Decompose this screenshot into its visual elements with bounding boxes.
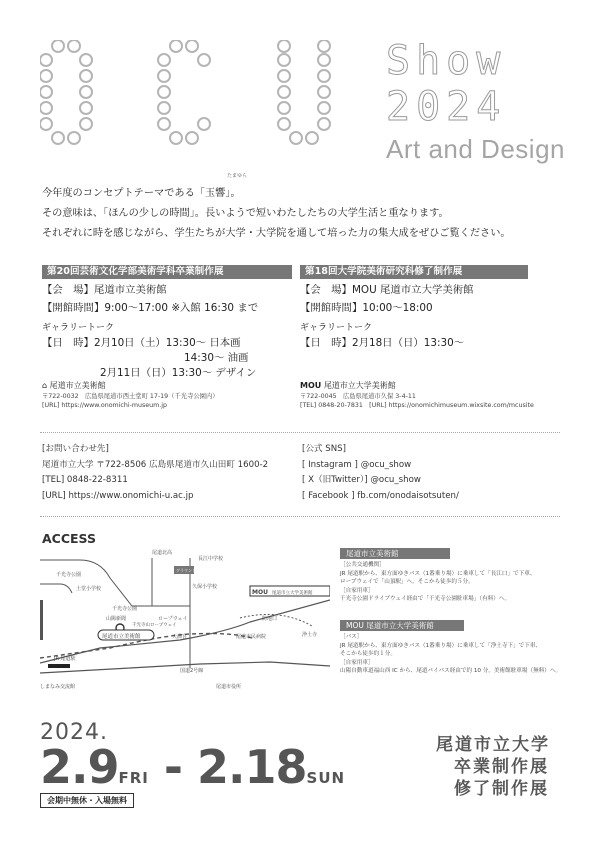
letter-o bbox=[40, 40, 92, 144]
map-label: JR 尾道駅 bbox=[54, 656, 76, 662]
map-label: 千光寺公園 bbox=[112, 606, 138, 612]
sns-label: [公式 SNS] bbox=[302, 444, 346, 454]
right-title-1: 尾道市立大学 bbox=[436, 735, 550, 755]
map-label: 尾道市民病院 bbox=[236, 634, 267, 640]
sns-instagram[interactable]: [ Instagram ] @ocu_show bbox=[302, 459, 412, 470]
map-label: 尾道北高 bbox=[152, 550, 173, 556]
access-museum2-header: MOU 尾道市立大学美術館 bbox=[340, 620, 464, 631]
divider bbox=[40, 516, 560, 517]
access-line: そこから徒歩約１分。 bbox=[340, 651, 396, 657]
access-line: 山陽自動車道福山西 IC から、尾道バイパス経由で約 10 分。美術館駐車場（無料）へ。 bbox=[340, 668, 562, 674]
logo-year: 2024 bbox=[386, 84, 507, 130]
access-line: ［自家用車］ bbox=[340, 659, 374, 666]
intro-line-1: 今年度のコンセプトテーマである「玉響」。 bbox=[42, 188, 241, 199]
date-range bbox=[40, 740, 345, 794]
map-main-road bbox=[40, 600, 330, 663]
museum-logo-icon: ⌂ bbox=[42, 381, 48, 390]
date-start: 2.9 bbox=[40, 740, 119, 794]
access-museum1-text bbox=[340, 561, 535, 604]
left-talk-2: 14:30〜 油画 bbox=[184, 352, 249, 364]
logo-subtitle: Art and Design bbox=[386, 134, 565, 164]
map-label: 長江中学校 bbox=[198, 556, 224, 562]
map-label: 尾道市立美術館 bbox=[102, 634, 141, 640]
map-label: しまなみ交流館 bbox=[40, 684, 76, 690]
map-label: ロープウェイ bbox=[158, 616, 188, 622]
map-label: 土堂小学校 bbox=[76, 586, 102, 592]
sns-x[interactable]: [ X（旧Twitter）] @ocu_show bbox=[302, 475, 421, 485]
contact-address: 尾道市立大学 〒722-8506 広島県尾道市久山田町 1600-2 bbox=[42, 459, 269, 470]
date-end-dow: SUN bbox=[306, 769, 346, 787]
date-year: 2024. bbox=[40, 720, 108, 745]
left-address: 〒722-0032 広島県尾道市西土堂町 17-19（千光寺公園内） bbox=[42, 393, 219, 400]
access-line: ロープウェイで「山頂駅」へ。そこから徒歩約５分。 bbox=[340, 579, 474, 585]
date-start-dow: FRI bbox=[118, 769, 149, 787]
left-talk-1: 【日 時】2月10日（土）13:30〜 日本画 bbox=[42, 337, 241, 349]
right-exhibition-title: 第18回大学院美術研究科修了制作展 bbox=[300, 265, 528, 279]
left-venue: 【会 場】尾道市立美術館 bbox=[42, 284, 167, 296]
right-tel-url[interactable]: [TEL] 0848-20-7831 [URL] https://onomichimuseum.wixsite.com/mcusite bbox=[300, 402, 534, 409]
intro-line-3: それぞれに時を感じながら、学生たちが大学・大学院を通して培った力の集大成をぜひご覧ください。 bbox=[42, 228, 511, 239]
right-talk-1: 【日 時】2月18日（日）13:30〜 bbox=[300, 337, 465, 349]
intro-text bbox=[42, 184, 511, 244]
sns-facebook[interactable]: [ Facebook ] fb.com/onodaisotsuten/ bbox=[302, 490, 459, 501]
logo-show: Show bbox=[386, 38, 507, 84]
access-line: JR 尾道駅から、東方面ゆきバス（1番乗り場）に乗車して「浄土寺下」で下車、 bbox=[340, 642, 542, 649]
access-line: ［バス］ bbox=[340, 634, 363, 640]
date-dash: - bbox=[163, 740, 182, 794]
left-exhibition-title: 第20回芸術文化学部美術学科卒業制作展 bbox=[42, 265, 292, 279]
right-venue: 【会 場】MOU 尾道市立大学美術館 bbox=[300, 284, 474, 296]
map-road bbox=[40, 560, 190, 606]
map-road bbox=[40, 584, 72, 593]
access-museum2-text bbox=[340, 633, 561, 676]
letter-c bbox=[158, 40, 210, 144]
mou-logo: MOU bbox=[300, 381, 322, 390]
access-museum1-header: 尾道市立美術館 bbox=[340, 548, 450, 559]
sns-block bbox=[302, 442, 459, 504]
access-line: ［自家用車］ bbox=[340, 587, 374, 594]
map-label: 天満宮 bbox=[172, 634, 188, 640]
map-label: MOU bbox=[252, 589, 268, 596]
left-museum-name-text: 尾道市立美術館 bbox=[49, 381, 106, 390]
contact-label: [お問い合わせ先] bbox=[42, 444, 109, 454]
right-address: 〒722-0045 広島県尾道市久保 3-4-11 bbox=[300, 393, 416, 400]
ocu-dotted-letters bbox=[40, 40, 380, 150]
map-label: 千光寺公園 bbox=[56, 572, 82, 578]
access-title: ACCESS bbox=[42, 531, 97, 546]
left-hours: 【開館時間】9:00〜17:00 ※入館 16:30 まで bbox=[42, 302, 259, 314]
contact-tel: [TEL] 0848-22-8311 bbox=[42, 475, 128, 485]
map-label: 国道2号線 bbox=[180, 668, 204, 674]
divider bbox=[40, 432, 560, 433]
access-line: 千光寺公園ドライブウェイ経由で「千光寺公園駐車場」（有料）へ。 bbox=[340, 596, 511, 602]
access-line: JR 尾道駅から、東方面ゆきバス（1番乗り場）に乗車して「長江口」で下車、 bbox=[340, 570, 536, 577]
date-note: 会期中無休・入場無料 bbox=[40, 793, 134, 808]
map-label: 浄土寺 bbox=[302, 632, 318, 638]
right-museum-name bbox=[300, 380, 396, 391]
map-label: 尾道市立大学美術館 bbox=[272, 591, 313, 596]
left-url[interactable]: [URL] https://www.onomichi-museum.jp bbox=[42, 402, 168, 409]
map-label: 防地口 bbox=[262, 616, 278, 622]
right-title-3: 修了制作展 bbox=[454, 779, 549, 799]
map-label: 久保小学校 bbox=[192, 584, 218, 590]
access-map bbox=[40, 548, 330, 698]
right-museum-name-text: 尾道市立大学美術館 bbox=[323, 381, 396, 390]
left-talk-3: 2月11日（日）13:30〜 デザイン bbox=[100, 367, 257, 379]
map-left-bar bbox=[40, 600, 43, 640]
right-hours: 【開館時間】10:00〜18:00 bbox=[300, 302, 433, 314]
right-talk-label: ギャラリートーク bbox=[300, 323, 373, 333]
date-end: 2.18 bbox=[197, 740, 307, 794]
map-label: グラウンド bbox=[176, 568, 196, 573]
map-station-bar bbox=[48, 664, 70, 668]
access-line: ［公共交通機関］ bbox=[340, 562, 385, 568]
left-talk-label: ギャラリートーク bbox=[42, 323, 115, 333]
letter-u bbox=[278, 40, 330, 144]
left-museum-name bbox=[42, 380, 106, 391]
map-label: 尾道市役所 bbox=[216, 684, 242, 690]
map-label: 山陽新聞 bbox=[106, 616, 127, 622]
contact-url[interactable]: [URL] https://www.onomichi-u.ac.jp bbox=[42, 490, 194, 501]
map-label: 千光寺山ロープウェイ bbox=[132, 623, 177, 628]
intro-ruby: たまゆら bbox=[227, 173, 248, 179]
right-title-2: 卒業制作展 bbox=[454, 757, 549, 777]
intro-line-2: その意味は、「ほんの少しの時間」。長いようで短いわたしたちの大学生活と重なります。 bbox=[42, 208, 449, 219]
contact-block bbox=[42, 442, 268, 504]
